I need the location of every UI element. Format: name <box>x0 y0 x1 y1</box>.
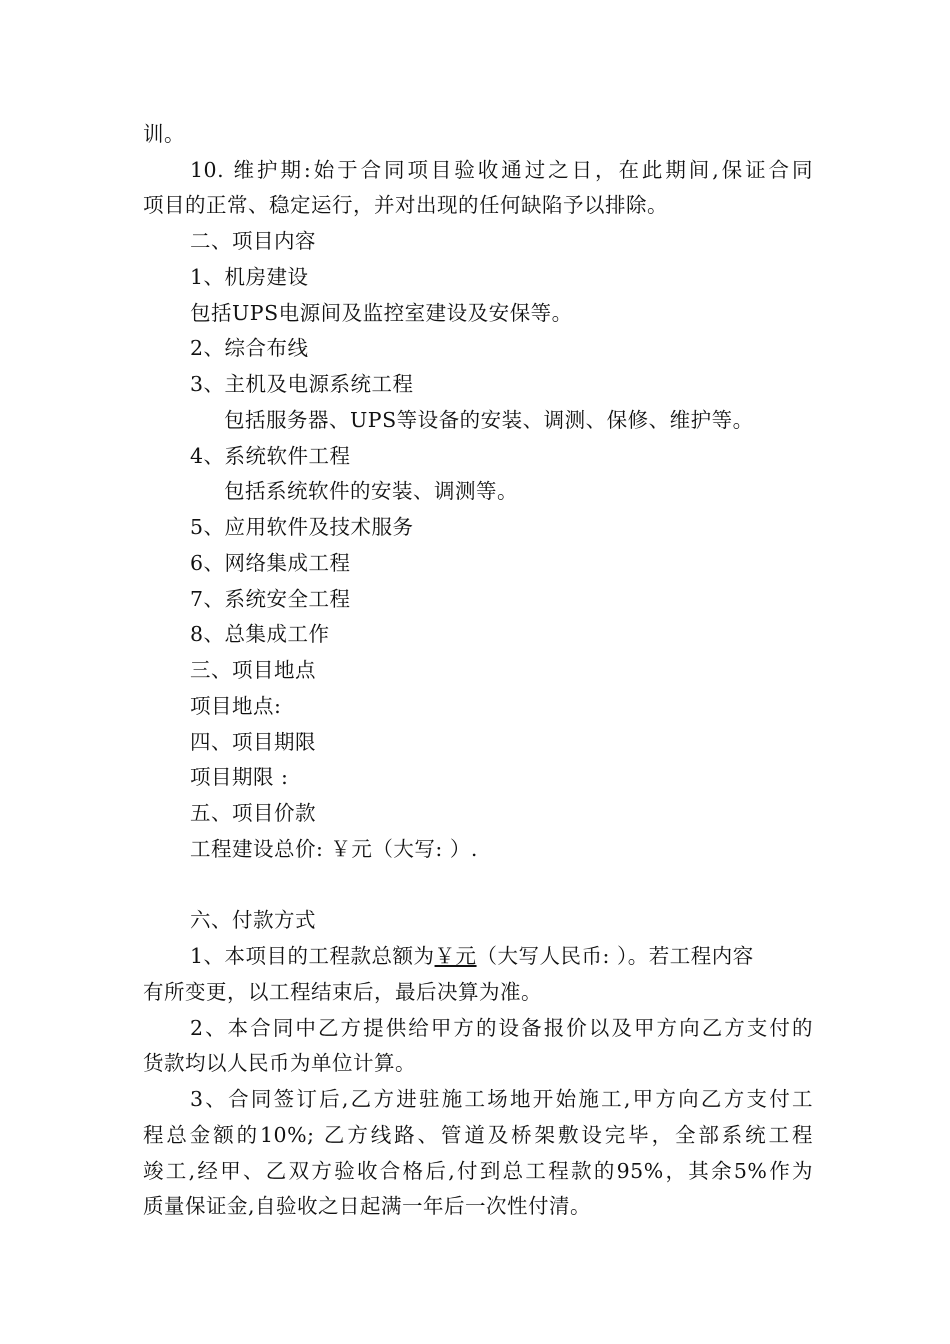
item-description: 包括系统软件的安装、调测等。 <box>224 479 518 503</box>
section-heading: 五、项目价款 <box>190 801 316 825</box>
section-heading: 二、项目内容 <box>190 229 316 253</box>
paragraph-line: 3、合同签订后,乙方进驻施工场地开始施工,甲方向乙方支付工 <box>190 1087 813 1111</box>
list-item: 5、应用软件及技术服务 <box>190 515 414 539</box>
paragraph-line: 竣工,经甲、乙双方验收合格后,付到总工程款的95%，其余5%作为 <box>143 1159 813 1183</box>
amount-blank: ￥元 <box>434 944 477 968</box>
paragraph-line: 程总金额的10%; 乙方线路、管道及桥架敷设完毕，全部系统工程 <box>143 1123 813 1147</box>
field-line: 项目期限 : <box>190 765 289 789</box>
section-heading: 三、项目地点 <box>190 658 316 682</box>
text-line: 训。 <box>143 122 185 146</box>
field-line: 项目地点: <box>190 694 282 718</box>
paragraph-line: 质量保证金,自验收之日起满一年后一次性付清。 <box>143 1194 592 1218</box>
list-item: 6、网络集成工程 <box>190 551 351 575</box>
paragraph-line: 2、本合同中乙方提供给甲方的设备报价以及甲方向乙方支付的 <box>190 1016 813 1040</box>
text-span: 1、本项目的工程款总额为 <box>190 944 435 968</box>
list-item: 3、主机及电源系统工程 <box>190 372 414 396</box>
list-item: 1、机房建设 <box>190 265 309 289</box>
text-line: 项目的正常、稳定运行，并对出现的任何缺陷予以排除。 <box>143 193 668 217</box>
list-item: 2、综合布线 <box>190 336 309 360</box>
paragraph-line <box>190 938 813 974</box>
list-item: 7、系统安全工程 <box>190 587 351 611</box>
paragraph-line: 货款均以人民币为单位计算。 <box>143 1051 416 1075</box>
list-item: 8、总集成工作 <box>190 622 330 646</box>
section-heading: 六、付款方式 <box>190 908 316 932</box>
text-line: 10. 维护期:始于合同项目验收通过之日，在此期间,保证合同 <box>190 158 813 182</box>
item-description: 包括UPS电源间及监控室建设及安保等。 <box>190 301 573 325</box>
text-span: （大写人民币: ）。若工程内容 <box>476 944 754 968</box>
paragraph-line: 有所变更，以工程结束后，最后决算为准。 <box>143 980 542 1004</box>
field-line: 工程建设总价: ￥元（大写: ）. <box>190 837 478 861</box>
list-item: 4、系统软件工程 <box>190 444 351 468</box>
section-heading: 四、项目期限 <box>190 730 316 754</box>
item-description: 包括服务器、UPS等设备的安装、调测、保修、维护等。 <box>224 408 754 432</box>
